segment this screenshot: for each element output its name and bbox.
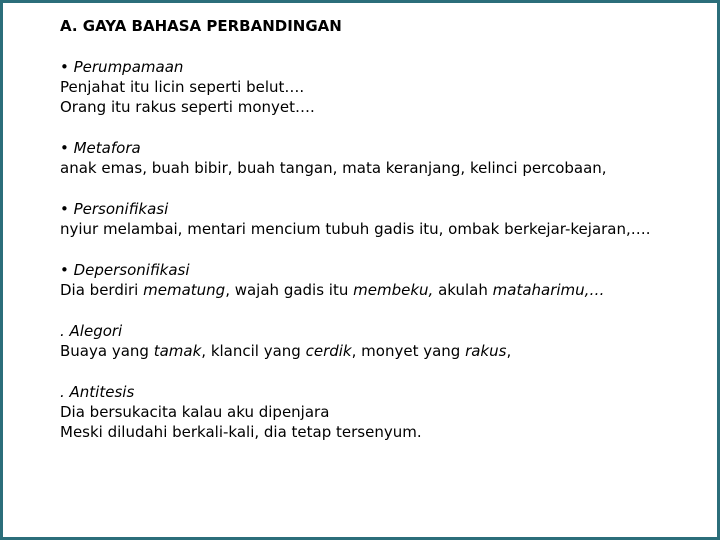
example-line: Orang itu rakus seperti monyet….	[60, 98, 315, 116]
slide-content	[60, 16, 700, 463]
section-alegori	[60, 321, 700, 361]
example-line: Dia berdiri mematung, wajah gadis itu membeku, akulah mataharimu,…	[60, 281, 605, 299]
section-metafora	[60, 138, 700, 178]
section-heading: • Perumpamaan	[60, 58, 184, 76]
section-heading: . Alegori	[60, 322, 123, 340]
section-heading: • Personifikasi	[60, 200, 169, 218]
example-line: anak emas, buah bibir, buah tangan, mata keranjang, kelinci percobaan,	[60, 159, 607, 177]
section-perumpamaan	[60, 57, 700, 117]
section-personifikasi	[60, 199, 700, 239]
example-line: Dia bersukacita kalau aku dipenjara	[60, 403, 330, 421]
example-line: Buaya yang tamak, klancil yang cerdik, monyet yang rakus,	[60, 342, 512, 360]
section-heading: • Depersonifikasi	[60, 261, 190, 279]
section-antitesis	[60, 382, 700, 442]
section-depersonifikasi	[60, 260, 700, 300]
example-line: Meski diludahi berkali-kali, dia tetap tersenyum.	[60, 423, 422, 441]
section-heading: • Metafora	[60, 139, 141, 157]
section-heading: . Antitesis	[60, 383, 135, 401]
example-line: Penjahat itu licin seperti belut….	[60, 78, 305, 96]
page-title: A. GAYA BAHASA PERBANDINGAN	[60, 17, 342, 35]
example-line: nyiur melambai, mentari mencium tubuh gadis itu, ombak berkejar-kejaran,….	[60, 220, 651, 238]
